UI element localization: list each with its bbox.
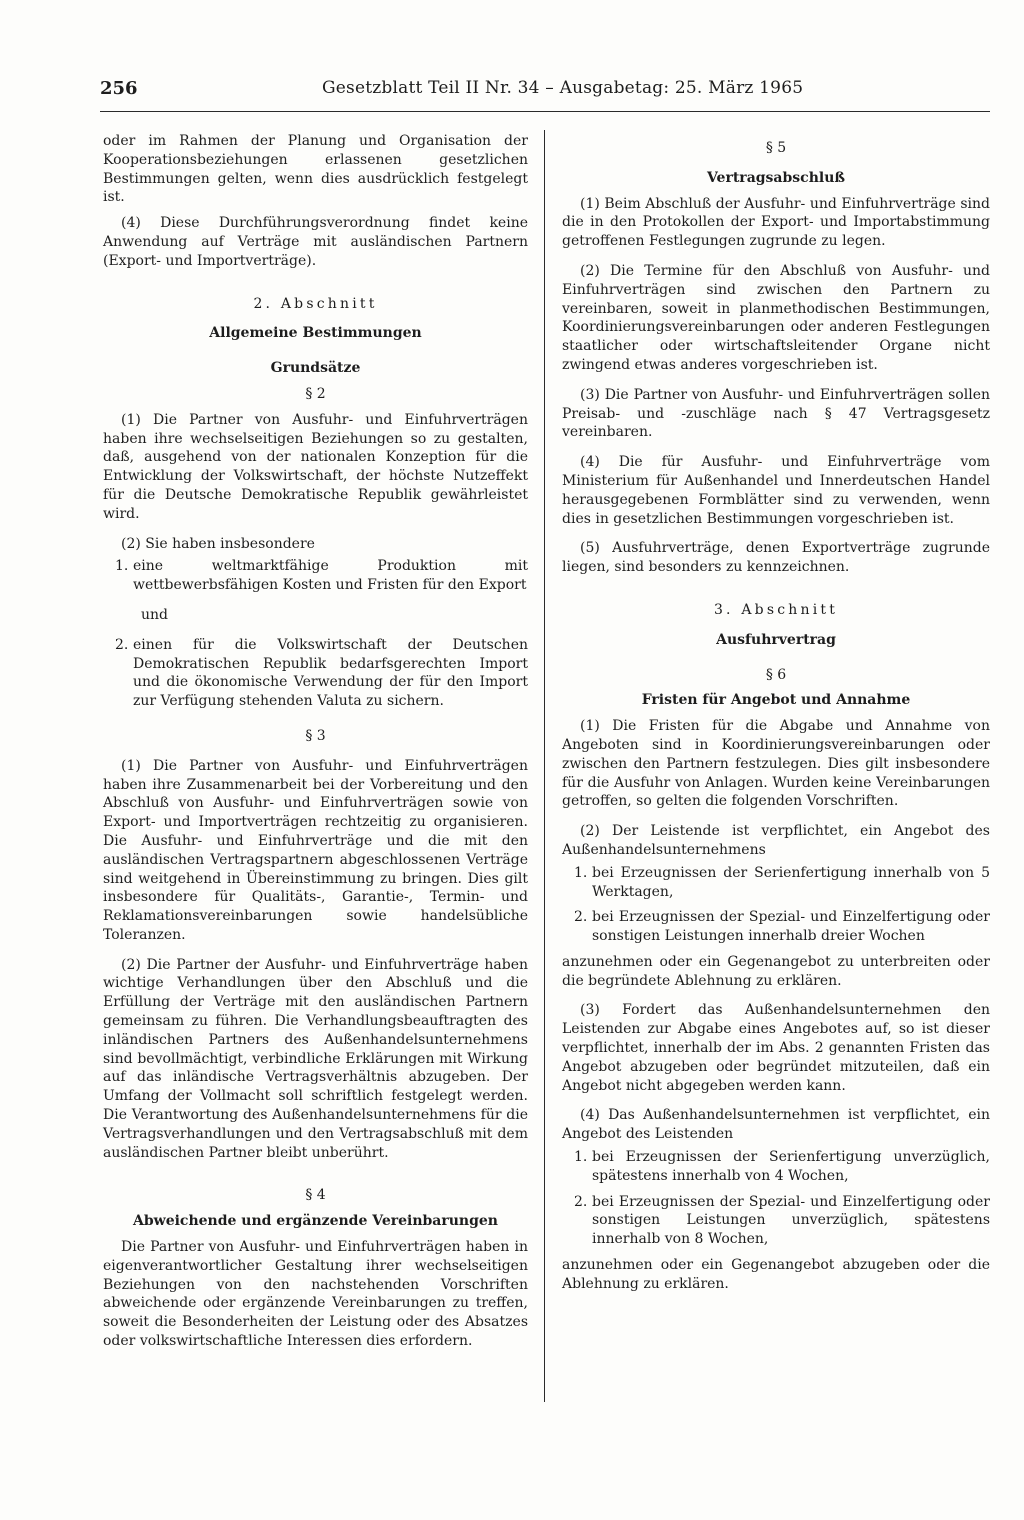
paragraph-6-title: Fristen für Angebot und Annahme bbox=[641, 692, 911, 709]
section-2-title: Allgemeine Bestimmungen bbox=[209, 325, 422, 342]
paragraph-6-4-list bbox=[562, 1148, 990, 1249]
paragraph-5-label: § 5 bbox=[765, 140, 787, 156]
paragraph-3-2: (2) Die Partner der Ausfuhr- und Einfuhrverträge haben wichtige Verhandlungen über den Abschluß und die Erfüllung der Verträge mit den ausländischen Partnern gemeinsam zu führen. Die Verhandlungsbeauftragten des inländischen Partners des Außenhandelsunternehmens sind bevollmächtigt, verbindliche Erklärungen mit Wirkung auf das inländische Vertragsverhältnis abzugeben. Der Umfang der Vollmacht soll schriftlich festgelegt werden. Die Verantwortung des Außenhandelsunternehmens für die Vertragsverhandlungen und den Vertragsabschluß mit dem ausländischen Partner bleibt unberührt. bbox=[103, 956, 528, 1161]
running-head: Gesetzblatt Teil II Nr. 34 – Ausgabetag: 25. März 1965 bbox=[322, 78, 804, 98]
section-3-heading: 3. Abschnitt bbox=[713, 601, 839, 618]
paragraph-2-list bbox=[103, 557, 528, 711]
paragraph-6-3: (3) Fordert das Außenhandelsunternehmen den Leistenden zur Abgabe eines Angebotes auf, so ist dieser verpflichtet, innerhalb der im Abs. 2 genannten Fristen das Angebot abzugeben oder begründet mitzuteilen, daß ein Angebot nicht abgegeben werden kann. bbox=[562, 1002, 990, 1094]
paragraph-4-title: Abweichende und ergänzende Vereinbarungen bbox=[133, 1213, 498, 1230]
paragraph-5-1: (1) Beim Abschluß der Ausfuhr- und Einfuhrverträge sind die in den Protokollen der Export- und Importabstimmung getroffenen Festlegungen zugrunde zu legen. bbox=[562, 195, 990, 250]
paragraph-5-title: Vertragsabschluß bbox=[706, 169, 846, 186]
paragraph-5-4: (4) Die für Ausfuhr- und Einfuhrverträge vom Ministerium für Außenhandel und Innerdeutschen Handel herausgegebenen Formblätter sind zu verwenden, wenn dies in gesetzlichen Bestimmungen vorgeschrieben ist. bbox=[562, 454, 990, 527]
paragraph-6-4-tail: anzunehmen oder ein Gegenangebot abzugeben oder die Ablehnung zu erklären. bbox=[562, 1257, 990, 1292]
paragraph-4-label: § 4 bbox=[305, 1187, 326, 1204]
paragraph-1-4: (4) Diese Durchführungsverordnung findet keine Anwendung auf Verträge mit ausländischen Partnern (Export- und Importverträge). bbox=[103, 215, 528, 269]
paragraph-4-1: Die Partner von Ausfuhr- und Einfuhrverträgen haben in eigenverantwortlicher Gestaltung ihrer wechselseitigen Beziehungen von den nachstehenden Vorschriften abweichende oder ergänzende Vereinbarungen zu treffen, soweit die Besonderheiten der Leistung oder des Absatzes oder volkswirtschaftliche Interessen dies erfordern. bbox=[103, 1239, 528, 1350]
paragraph-6-label: § 6 bbox=[765, 666, 787, 683]
section-3-title: Ausfuhrvertrag bbox=[716, 631, 836, 648]
left-column bbox=[103, 132, 528, 1351]
paragraph-6-2-list bbox=[562, 864, 990, 946]
list-item: 2. bei Erzeugnissen der Spezial- und Einzelfertigung oder sonstigen Leistungen innerhalb dreier Wochen bbox=[574, 909, 990, 945]
paragraph-2-1: (1) Die Partner von Ausfuhr- und Einfuhrverträgen haben ihre wechselseitigen Beziehungen so zu gestalten, daß, ausgehend von der nationalen Konzeption für die Entwicklung der Volkswirtschaft, der höchste Nutzeffekt für die Deutsche Demokratische Republik gewährleistet wird. bbox=[103, 411, 528, 522]
list-item: 1. bei Erzeugnissen der Serienfertigung innerhalb von 5 Werktagen, bbox=[574, 864, 990, 900]
paragraph-6-4: (4) Das Außenhandelsunternehmen ist verpflichtet, ein Angebot des Leistenden bbox=[562, 1107, 990, 1143]
paragraph-5-2: (2) Die Termine für den Abschluß von Ausfuhr- und Einfuhrverträgen sind zwischen den Partnern zu vereinbaren, soweit in planmethodischen Bestimmungen, Koordinierungsvereinbarungen oder anderen Festlegungen staatlicher oder wirtschaftsleitender Organe nicht zwingend etwas anderes vorgeschrieben ist. bbox=[562, 262, 990, 373]
subheading-grundsaetze: Grundsätze bbox=[270, 360, 361, 377]
list-item: 2. bei Erzeugnissen der Spezial- und Einzelfertigung oder sonstigen Leistungen unverzüglich, spätestens innerhalb von 8 Wochen, bbox=[574, 1193, 990, 1248]
paragraph-3-label: § 3 bbox=[305, 727, 326, 744]
page-number: 256 bbox=[100, 78, 138, 99]
list-item: 1. bei Erzeugnissen der Serienfertigung unverzüglich, spätestens innerhalb von 4 Wochen, bbox=[574, 1149, 990, 1184]
paragraph-6-2: (2) Der Leistende ist verpflichtet, ein Angebot des Außenhandelsunternehmens bbox=[562, 823, 990, 858]
header-rule bbox=[100, 111, 990, 112]
paragraph-2-2: (2) Sie haben insbesondere bbox=[121, 535, 315, 552]
page-header bbox=[100, 78, 990, 104]
list-connector-und: und bbox=[141, 606, 168, 623]
section-2-heading: 2. Abschnitt bbox=[253, 295, 378, 312]
paragraph-5-3: (3) Die Partner von Ausfuhr- und Einfuhrverträgen sollen Preisab- und -zuschläge nach § 47 Vertragsgesetz vereinbaren. bbox=[562, 386, 990, 441]
list-item: 2. einen für die Volkswirtschaft der Deutschen Demokratischen Republik bedarfsgerechten Import und die ökonomische Verwendung der für den Import zur Verfügung stehenden Valuta zu sichern. bbox=[115, 636, 528, 710]
column-divider bbox=[544, 130, 545, 1402]
paragraph-5-5: (5) Ausfuhrverträge, denen Exportverträge zugrunde liegen, sind besonders zu kennzeichnen. bbox=[562, 540, 990, 576]
paragraph-6-1: (1) Die Fristen für die Abgabe und Annahme von Angeboten sind in Koordinierungsvereinbarungen oder zwischen den Partnern festzulegen. Dies gilt insbesondere für die Ausfuhr von Anlagen. Wurden keine Vereinbarungen getroffen, so gelten die folgenden Vorschriften. bbox=[562, 718, 990, 810]
continuation-paragraph: oder im Rahmen der Planung und Organisation der Kooperationsbeziehungen erlassenen gesetzlichen Bestimmungen gelten, wenn dies ausdrücklich festgelegt ist. bbox=[103, 133, 528, 206]
list-item: 1. eine weltmarktfähige Produktion mit wettbewerbsfähigen Kosten und Fristen für den Export bbox=[115, 558, 528, 594]
right-column bbox=[562, 132, 990, 1294]
paragraph-6-2-tail: anzunehmen oder ein Gegenangebot zu unterbreiten oder die begründete Ablehnung zu erklären. bbox=[562, 953, 990, 989]
paragraph-3-1: (1) Die Partner von Ausfuhr- und Einfuhrverträgen haben ihre Zusammenarbeit bei der Vorbereitung und den Abschluß von Ausfuhr- und Einfuhrverträgen sowie von Export- und Importverträgen rechtzeitig zu organisieren. Die Ausfuhr- und Einfuhrverträge und die mit den ausländischen Vertragspartnern abgeschlossenen Verträge sind weitgehend in Übereinstimmung zu bringen. Dies gilt insbesondere für Qualitäts-, Garantie-, Termin- und Reklamationsvereinbarungen sowie handelsübliche Toleranzen. bbox=[103, 757, 528, 943]
paragraph-2-label: § 2 bbox=[305, 385, 326, 402]
